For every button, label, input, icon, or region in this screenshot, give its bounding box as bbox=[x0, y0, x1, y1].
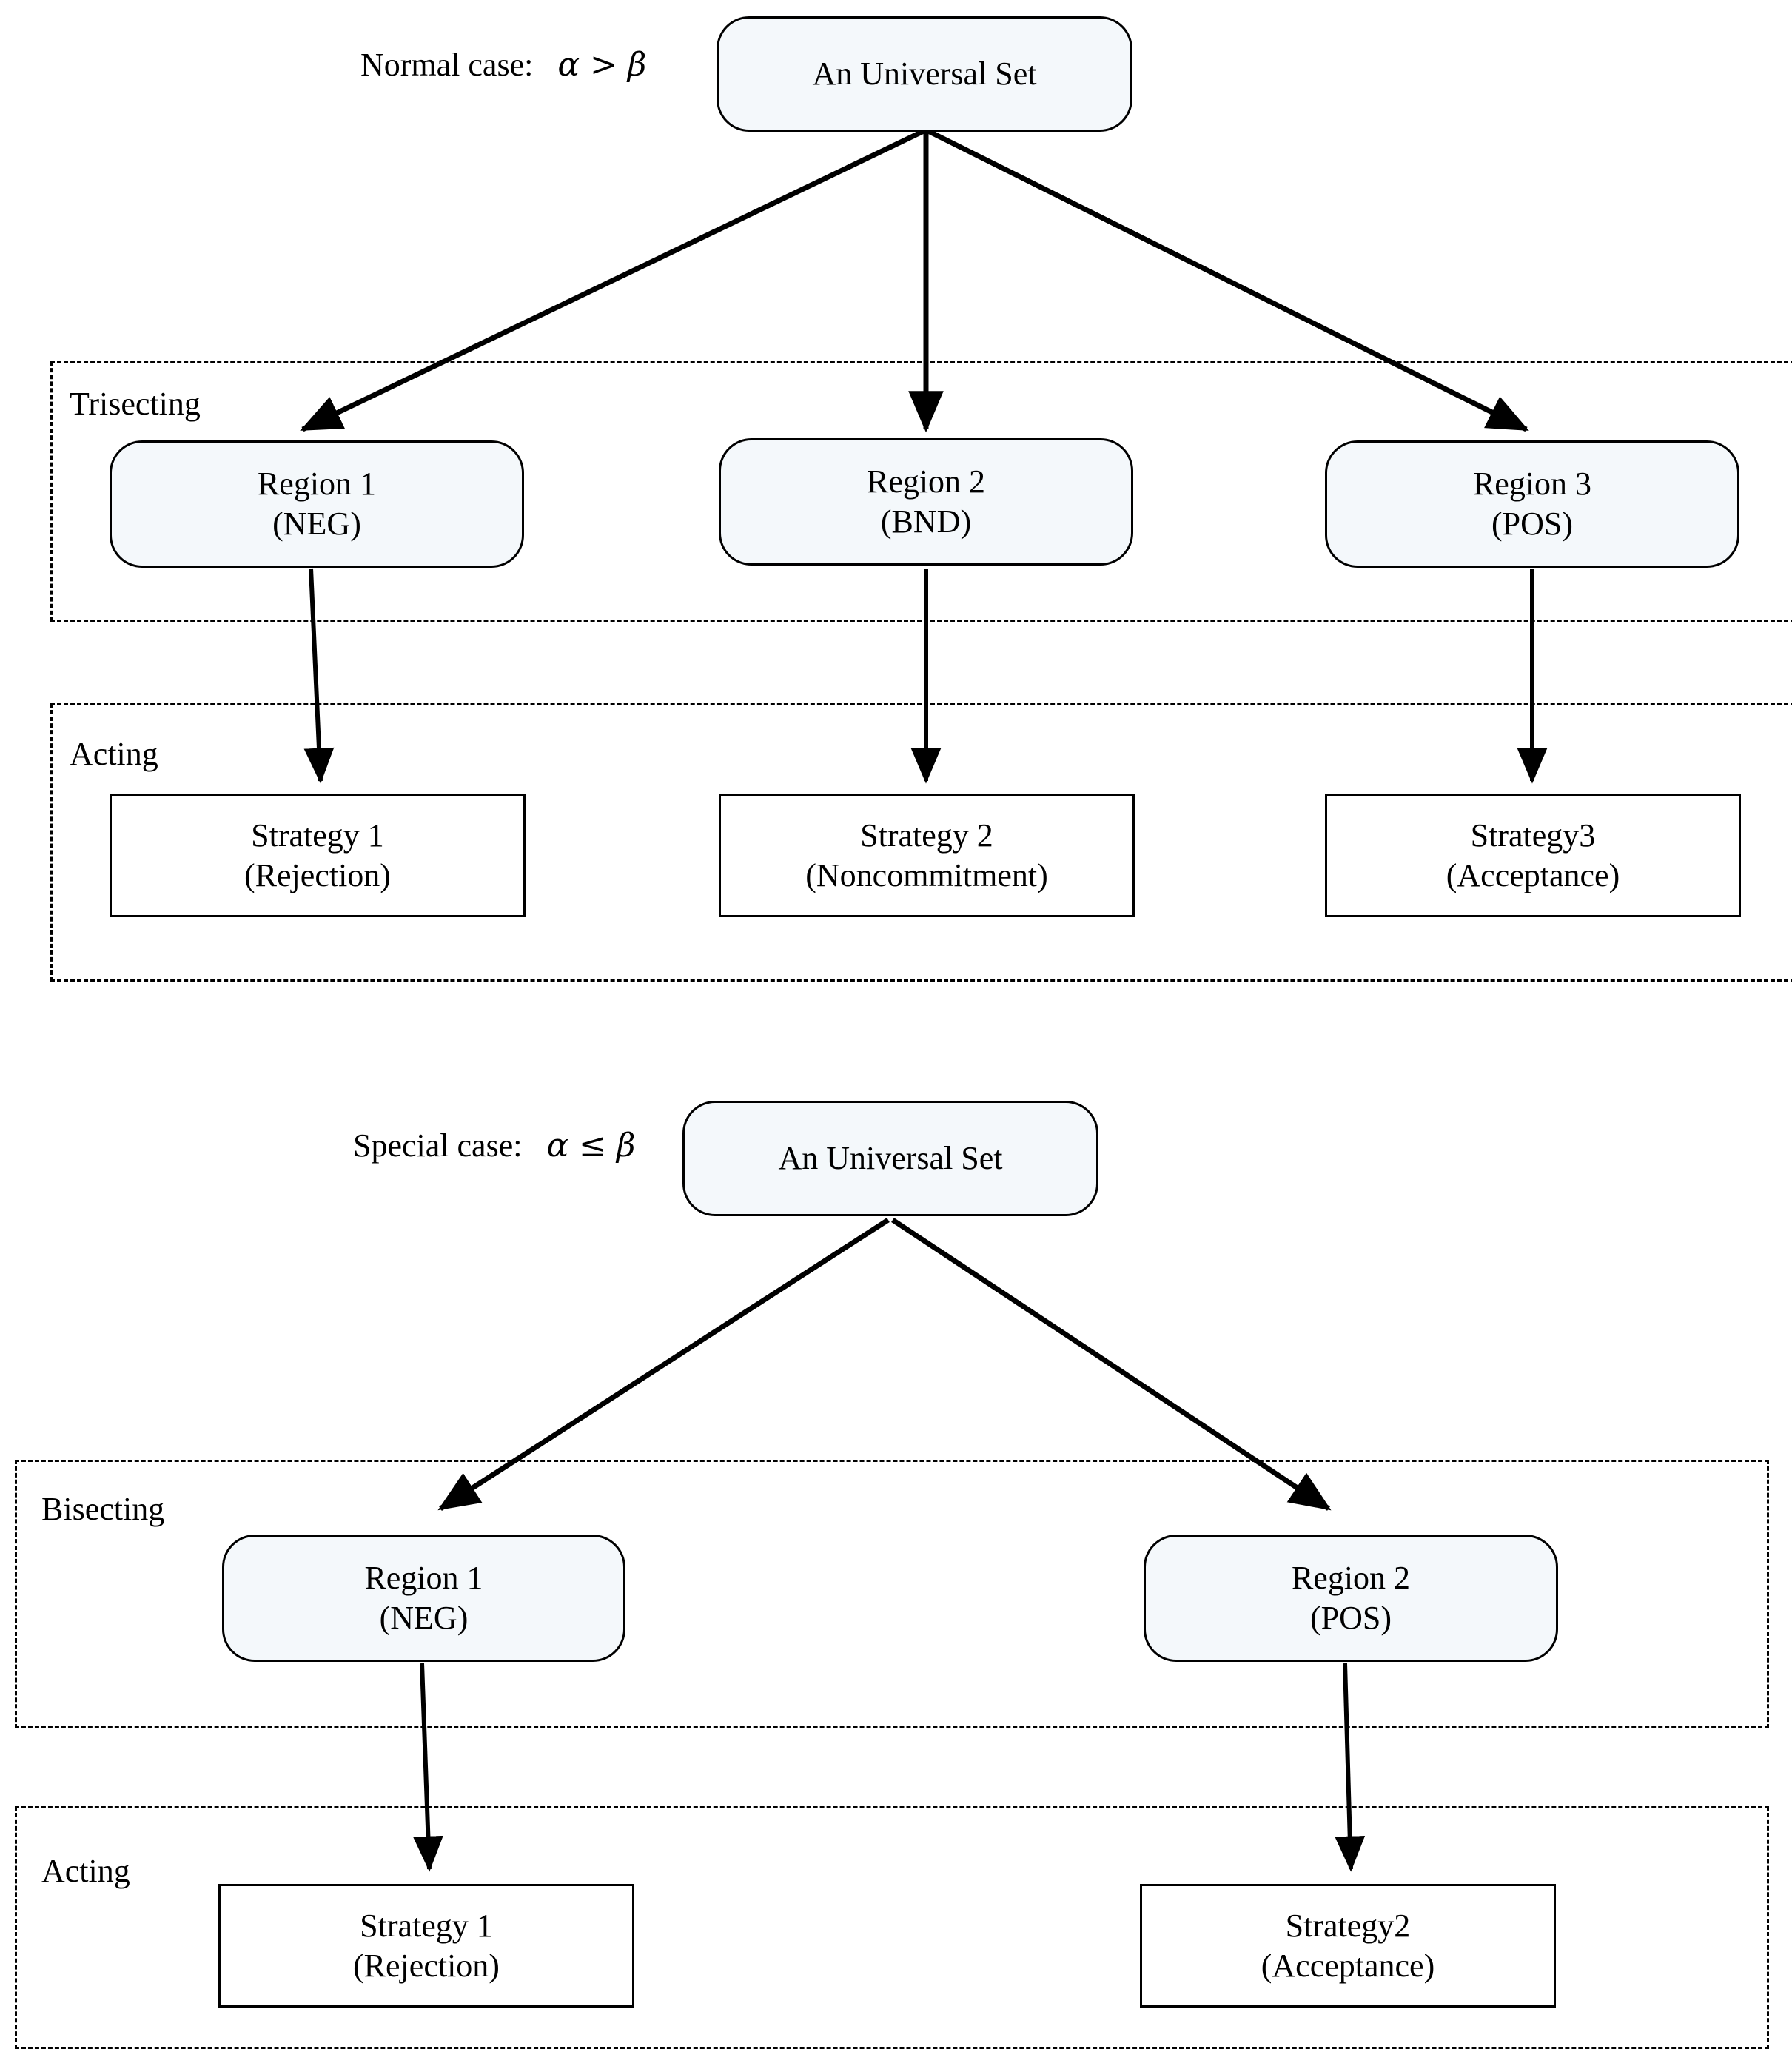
special-case-condition: α ≤ β bbox=[546, 1127, 636, 1164]
node-region-3-pos[interactable] bbox=[1325, 440, 1739, 568]
node-region-1-neg[interactable] bbox=[110, 440, 524, 568]
node-label-line1: Strategy2 bbox=[1285, 1907, 1411, 1944]
node-label-line1: Region 2 bbox=[866, 463, 986, 500]
special-case-prefix: Special case: bbox=[353, 1127, 523, 1164]
node-strategy-2-acceptance-bisect[interactable] bbox=[1140, 1884, 1556, 2008]
node-label-line2: (POS) bbox=[1491, 506, 1574, 542]
group-trisecting-label: Trisecting bbox=[64, 385, 207, 423]
node-label-line1: Strategy 2 bbox=[860, 816, 993, 854]
group-bisecting-label: Bisecting bbox=[36, 1490, 170, 1528]
node-label-line1: Region 1 bbox=[364, 1560, 483, 1597]
node-label-line2: (Acceptance) bbox=[1261, 1947, 1435, 1984]
normal-case-label bbox=[360, 46, 646, 84]
node-label-line2: (Rejection) bbox=[244, 856, 391, 893]
node-label-line1: Region 3 bbox=[1472, 466, 1592, 503]
node-strategy-3-acceptance[interactable] bbox=[1325, 794, 1741, 917]
node-universal-set-bottom[interactable] bbox=[682, 1101, 1098, 1216]
node-strategy-1-rejection[interactable] bbox=[110, 794, 526, 917]
node-label-line2: (NEG) bbox=[379, 1600, 469, 1636]
node-label-line1: Region 1 bbox=[257, 466, 377, 503]
node-label-line2: (Acceptance) bbox=[1446, 856, 1620, 893]
node-label-line2: (POS) bbox=[1309, 1600, 1392, 1636]
node-region-2-bnd[interactable] bbox=[719, 438, 1133, 566]
node-label-line1: Strategy 1 bbox=[251, 816, 384, 854]
node-strategy-1-rejection-bisect[interactable] bbox=[218, 1884, 634, 2008]
node-label-line1: Strategy 1 bbox=[360, 1907, 493, 1944]
node-label-line1: Strategy3 bbox=[1470, 816, 1596, 854]
node-universal-set-top[interactable] bbox=[717, 16, 1132, 132]
node-label-line2: (Rejection) bbox=[353, 1947, 500, 1984]
node-region-1-neg-bisect[interactable] bbox=[222, 1535, 625, 1662]
node-strategy-2-noncommitment[interactable] bbox=[719, 794, 1135, 917]
node-label: An Universal Set bbox=[778, 1140, 1003, 1177]
node-region-2-pos-bisect[interactable] bbox=[1144, 1535, 1558, 1662]
node-label: An Universal Set bbox=[812, 56, 1037, 93]
group-acting-top-label: Acting bbox=[64, 735, 164, 773]
node-label-line2: (BND) bbox=[880, 503, 972, 540]
normal-case-condition: α > β bbox=[557, 46, 647, 84]
special-case-label bbox=[353, 1127, 635, 1164]
node-label-line1: Region 2 bbox=[1291, 1560, 1411, 1597]
node-label-line2: (Noncommitment) bbox=[805, 856, 1048, 893]
node-label-line2: (NEG) bbox=[272, 506, 361, 542]
group-acting-bottom-label: Acting bbox=[36, 1852, 136, 1890]
normal-case-prefix: Normal case: bbox=[360, 47, 534, 83]
